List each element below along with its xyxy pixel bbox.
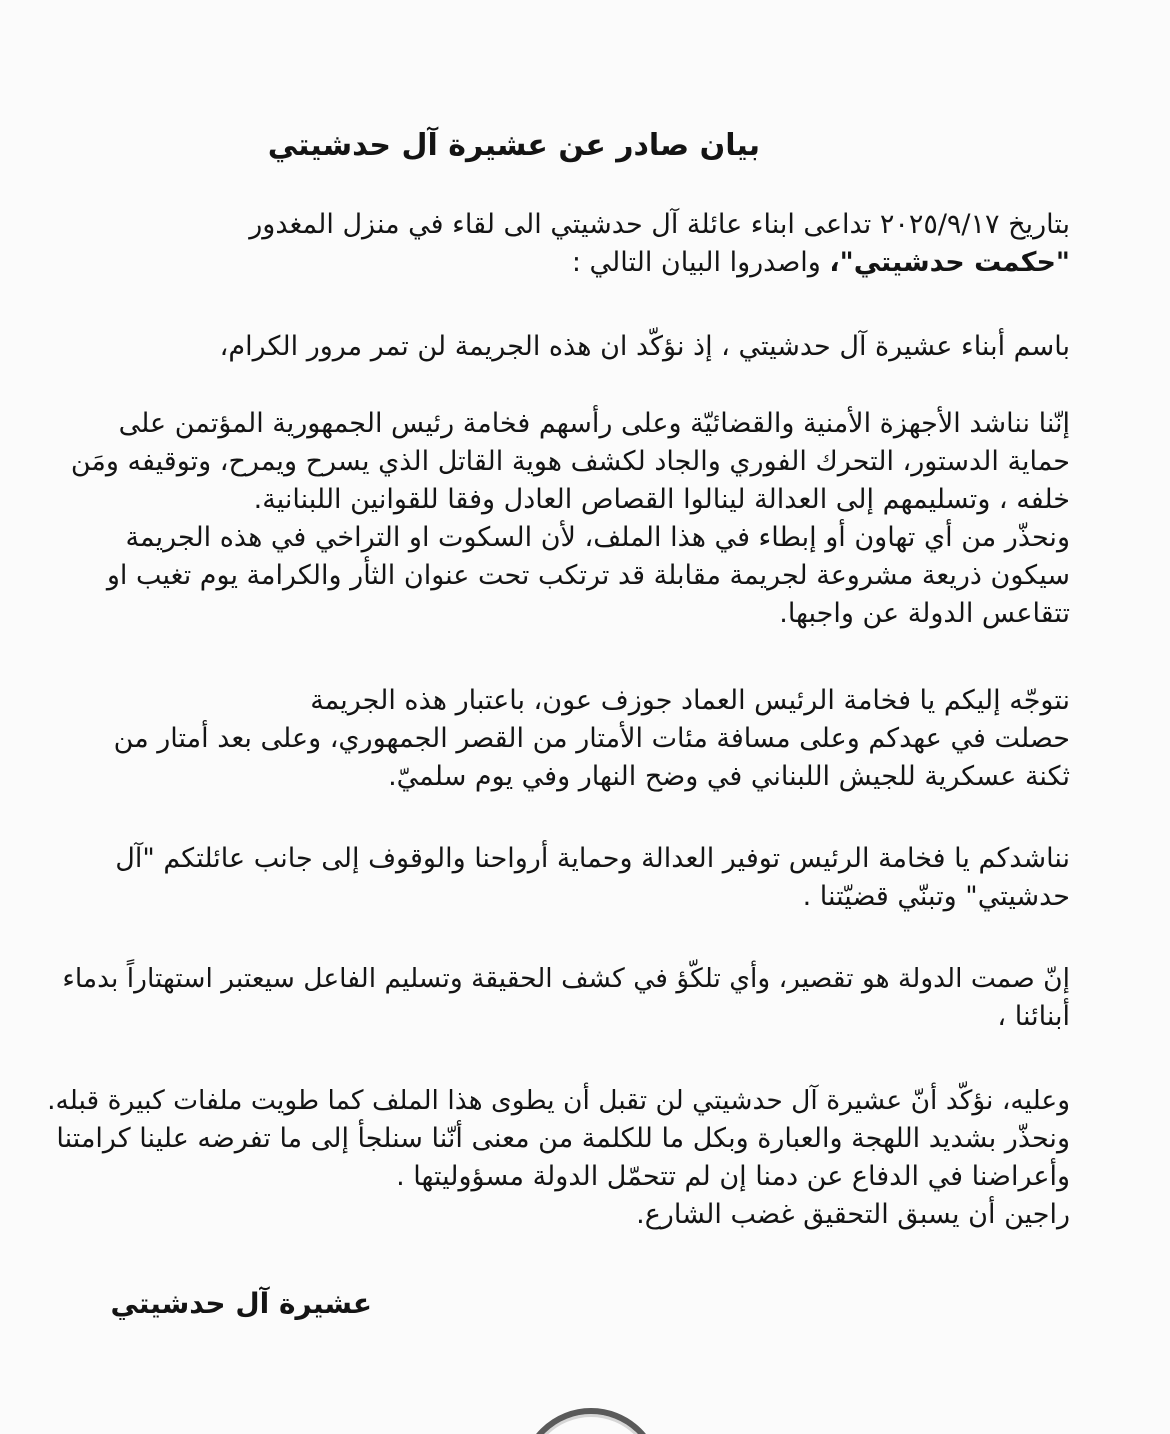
paragraph-2-line-5: سيكون ذريعة مشروعة لجريمة مقابلة قد ترتكب تحت عنوان الثأر والكرامة يوم تغيب او [106,560,1070,591]
intro-line-2 [46,244,1070,282]
paragraph-2 [46,405,1070,633]
paragraph-6 [46,1082,1070,1234]
paragraph-2-line-6: تتقاعس الدولة عن واجبها. [779,598,1070,629]
paragraph-2-line-3: خلفه ، وتسليمهم إلى العدالة لينالوا القصاص العادل وفقا للقوانين اللبنانية. [253,484,1070,515]
paragraph-2-line-1: إنّنا نناشد الأجهزة الأمنية والقضائيّة وعلى رأسهم فخامة رئيس الجمهورية المؤتمن على [118,408,1070,439]
paragraph-4-line-2: حدشيتي" وتبنّي قضيّتنا . [802,881,1070,912]
paragraph-5-line-2: أبنائنا ، [997,1001,1070,1032]
paragraph-3 [46,682,1070,796]
paragraph-3-line-3: ثكنة عسكرية للجيش اللبناني في وضح النهار وفي يوم سلميّ. [388,761,1070,792]
paragraph-2-line-2: حماية الدستور، التحرك الفوري والجاد لكشف هوية القاتل الذي يسرح ويمرح، وتوقيفه ومَن [70,446,1070,477]
paragraph-5 [46,960,1070,1036]
paragraph-6-line-4: راجين أن يسبق التحقيق غضب الشارع. [636,1199,1070,1230]
paragraph-4-line-1: نناشدكم يا فخامة الرئيس توفير العدالة وحماية أرواحنا والوقوف إلى جانب عائلتكم "آل [115,843,1070,874]
document-title: بيان صادر عن عشيرة آل حدشيتي [267,128,760,163]
paragraph-1 [46,328,1070,366]
paragraph-3-line-1: نتوجّه إليكم يا فخامة الرئيس العماد جوزف عون، باعتبار هذه الجريمة [310,685,1070,716]
intro-paragraph [46,206,1070,282]
intro-line-2-rest: واصدروا البيان التالي : [571,247,830,278]
paragraph-5-line-1: إنّ صمت الدولة هو تقصير، وأي تلكّؤ في كشف الحقيقة وتسليم الفاعل سيعتبر استهتاراً بدماء [62,963,1070,994]
paragraph-3-line-2: حصلت في عهدكم وعلى مسافة مئات الأمتار من القصر الجمهوري، وعلى بعد أمتار من [113,723,1070,754]
paragraph-6-line-3: وأعراضنا في الدفاع عن دمنا إن لم تتحمّل الدولة مسؤوليتها . [396,1161,1070,1192]
victim-name: "حكمت حدشيتي"، [829,247,1070,278]
paragraph-4 [46,840,1070,916]
intro-line-1: بتاريخ ٢٠٢٥/٩/١٧ تداعى ابناء عائلة آل حدشيتي الى لقاء في منزل المغدور [249,209,1070,240]
paragraph-6-line-2: ونحذّر بشديد اللهجة والعبارة وبكل ما للكلمة من معنى أنّنا سنلجأ إلى ما تفرضه علينا كرامتنا [56,1123,1070,1154]
paragraph-6-line-1: وعليه، نؤكّد أنّ عشيرة آل حدشيتي لن تقبل أن يطوى هذا الملف كما طويت ملفات كبيرة قبله. [47,1085,1070,1116]
paragraph-1-line-1: باسم أبناء عشيرة آل حدشيتي ، إذ نؤكّد ان هذه الجريمة لن تمر مرور الكرام، [219,331,1070,362]
paragraph-2-line-4: ونحذّر من أي تهاون أو إبطاء في هذا الملف، لأن السكوت او التراخي في هذه الجريمة [125,522,1070,553]
seal-icon [520,1408,662,1434]
signature: عشيرة آل حدشيتي [110,1287,372,1320]
